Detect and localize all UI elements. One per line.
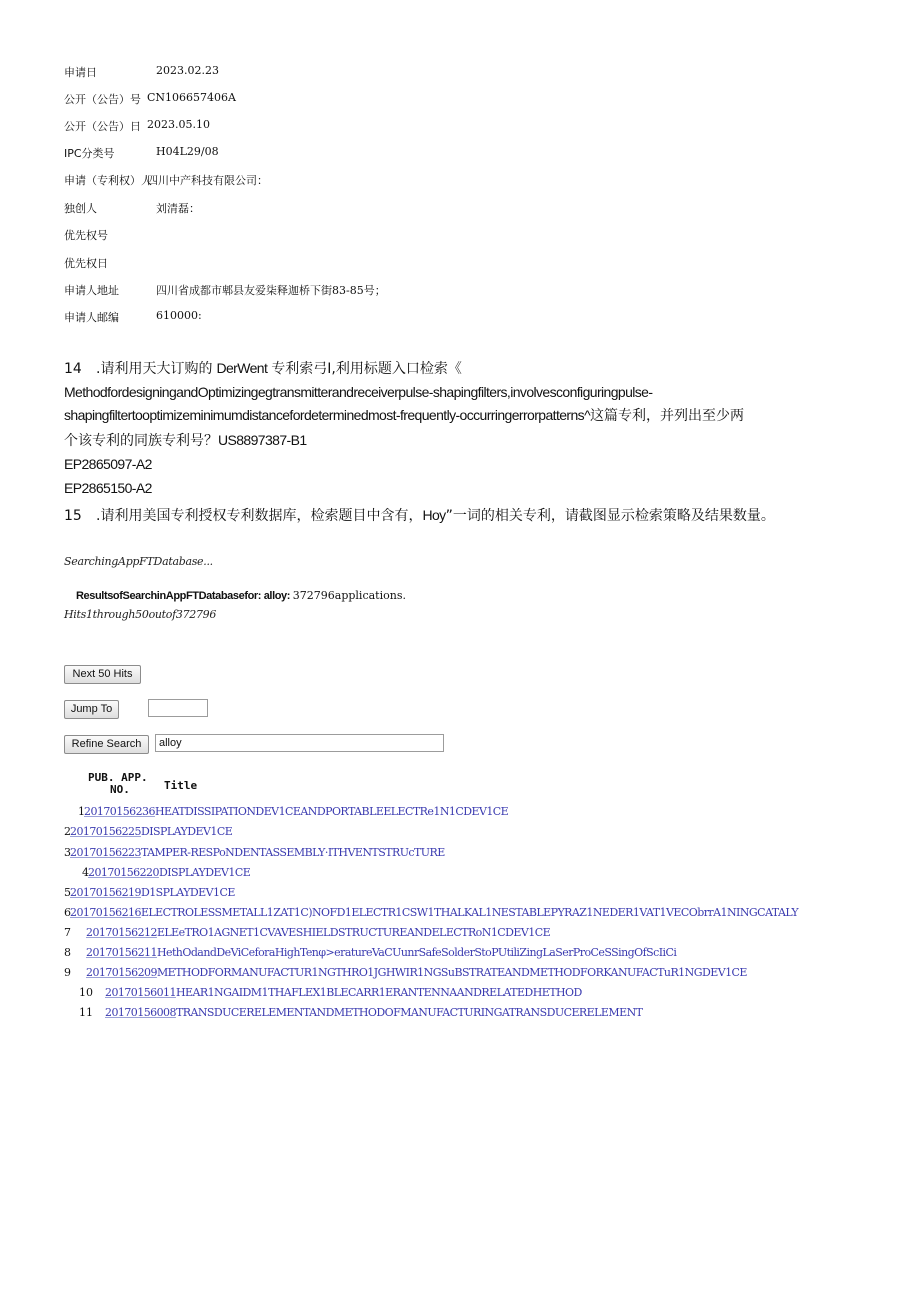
results-label: ResultsofSearchinAppFTDatabasefor: alloy: [76,590,291,602]
table-row [82,866,250,879]
row-number: 2 [64,825,71,838]
meta-value: 刘清磊： [156,202,200,215]
meta-value: CN106657406A [147,91,236,104]
pub-number-link[interactable]: 20170156220 [88,866,159,879]
meta-label: 申请日 [64,66,97,79]
table-row [64,906,798,919]
column-header-title: Title [164,779,198,792]
meta-value: 四川中产科技有限公司： [147,174,268,187]
meta-label: IPC分类号 [64,147,115,160]
title-link[interactable]: TAMPER-RESPoNDENTASSEMBLY·ITHVENTSTRUcTURE [140,846,445,859]
question-15 [64,503,775,528]
title-link[interactable]: D1SPLAYDEV1CE [140,886,235,899]
meta-value: 四川省成都市郫县友爱柒释迦桥下街83-85号； [156,284,386,297]
row-number: 4 [82,866,89,879]
meta-label: 公开（公告）日 [64,120,141,133]
table-row [64,846,445,859]
row-number: 3 [64,846,71,859]
title-link[interactable]: METHODFORMANUFACTUR1NGTHRO1JGHWIR1NGSuBSTRATEANDMETHODFORKANUFACTuR1NGDEV1CE [156,966,747,979]
row-number: 5 [64,886,71,899]
pub-number-link[interactable]: 20170156209 [86,966,157,979]
pub-number-link[interactable]: 20170156225 [70,825,141,838]
question-14-line2: MethodfordesigningandOptimizingegtransmitterandreceiverpulse-shapingfilters,involvesconfiguringpulse- [64,384,653,400]
search-word: Hoy [422,507,446,523]
row-number: 11 [79,1006,93,1019]
meta-label: 独创人 [64,202,97,215]
table-row [79,1006,642,1019]
title-link[interactable]: HEATDISSIPATIONDEV1CEANDPORTABLEELECTRe1N1CDEV1CE [154,805,509,818]
title-link[interactable]: ELECTROLESSMETALL1ZAT1C)NOFD1ELECTR1CSW1THALKAL1NESTABLEPYRAZ1NEDER1VAT1VECObrrA1NINGCATALY [140,906,799,919]
searching-status: SearchingAppFTDatabase... [64,555,213,568]
table-row [64,946,676,959]
meta-value: 2023.05.10 [147,118,210,131]
pub-number-link[interactable]: 20170156236 [84,805,155,818]
brand-name: DerWent [216,360,268,376]
question-text: .请利用天大订购的 [96,361,213,377]
meta-value: 2023.02.23 [156,64,219,77]
title-link[interactable]: ELEeTRO1AGNET1CVAVESHIELDSTRUCTUREANDELECTRoN1CDEV1CE [156,926,551,939]
patent-number: US8897387-B1 [218,432,307,448]
meta-value: 610000: [156,309,202,322]
results-count: 372796applications. [292,589,406,602]
question-14-line1 [64,356,462,381]
meta-value: H04L29/08 [156,145,219,158]
meta-label: 优先权号 [64,229,108,242]
table-row [64,926,550,939]
refine-search-input[interactable] [155,734,444,752]
question-text: ”一词的相关专利，请截图显示检索策略及结果数量。 [445,508,775,524]
title-link[interactable]: HethOdandDeViCeforaHighTenφ>eratureVaCUunrSafeSolderStoPUtiliZingLaSerProCeSSingOfScIiCi [156,946,677,959]
question-14-line3 [64,403,744,428]
row-number: 6 [64,906,71,919]
answer-patent-1: EP2865097-A2 [64,456,152,472]
pub-number-link[interactable]: 20170156008 [105,1006,176,1019]
row-number: 7 [64,926,71,939]
meta-label: 公开（公告）号 [64,93,141,106]
table-row [79,986,582,999]
pub-number-link[interactable]: 20170156223 [70,846,141,859]
question-number: 14 [64,361,82,377]
refine-search-button[interactable]: Refine Search [64,735,149,754]
question-14-line4 [64,428,307,453]
title-link[interactable]: HEAR1NGAIDM1THAFLEX1BLECARR1ERANTENNAANDRELATEDHETHOD [175,986,582,999]
table-row [64,825,232,838]
results-summary [76,589,406,602]
question-text: .请利用美国专利授权专利数据库，检索题目中含有， [96,508,423,524]
title-link[interactable]: TRANSDUCERELEMENTANDMETHODOFMANUFACTURINGATRANSDUCERELEMENT [175,1006,643,1019]
meta-label: 申请人邮编 [64,311,119,324]
title-link[interactable]: DISPLAYDEV1CE [140,825,233,838]
question-number: 15 [64,508,82,524]
jump-to-button[interactable]: Jump To [64,700,119,719]
question-text: 专利索弓I,利用标题入口检索《 [271,361,462,377]
meta-label: 申请人地址 [64,284,119,297]
table-row [64,886,235,899]
question-text: 这篇专利，并列出至少两 [590,408,745,424]
row-number: 10 [79,986,93,999]
results-table-header [88,771,198,796]
pub-number-link[interactable]: 20170156011 [105,986,176,999]
pub-number-link[interactable]: 20170156212 [86,926,157,939]
question-title-text: shapingfiltertooptimizeminimumdistancefordeterminedmost-frequently-occurringerrorpatterns^ [64,407,591,423]
title-link[interactable]: DISPLAYDEV1CE [158,866,251,879]
meta-label: 优先权日 [64,257,108,270]
meta-label: 申请（专利权）人 [64,174,152,187]
row-number: 8 [64,946,71,959]
next-50-hits-button[interactable]: Next 50 Hits [64,665,141,684]
question-text: 个该专利的同族专利号？ [64,433,218,449]
table-row [64,966,747,979]
pub-number-link[interactable]: 20170156219 [70,886,141,899]
table-row [78,805,508,818]
answer-patent-2: EP2865150-A2 [64,480,152,496]
jump-to-input[interactable] [148,699,208,717]
hits-range: Hits1through50outof372796 [64,608,217,621]
pub-number-link[interactable]: 20170156216 [70,906,141,919]
pub-number-link[interactable]: 20170156211 [86,946,157,959]
row-number: 9 [64,966,71,979]
column-header-pub-app: PUB. APP. [88,771,148,784]
column-header-no: NO. [110,783,130,796]
row-number: 1 [78,805,85,818]
